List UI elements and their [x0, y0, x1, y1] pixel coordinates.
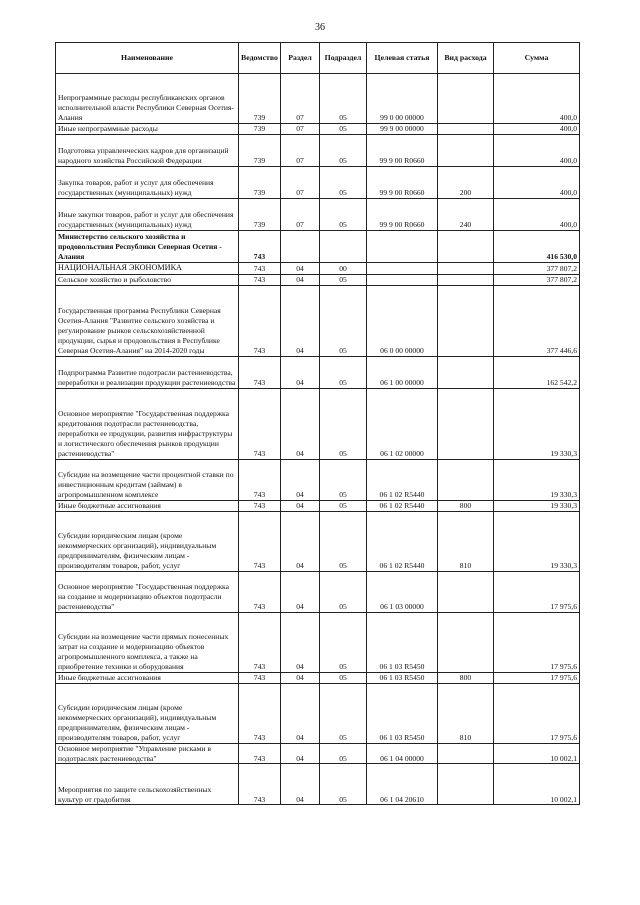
cell-razdel: 07 — [281, 199, 320, 231]
cell-vid: 810 — [438, 511, 494, 571]
cell-dept: 743 — [239, 459, 281, 500]
cell-vid — [438, 388, 494, 459]
table-row — [56, 459, 580, 500]
cell-vid — [438, 263, 494, 275]
cell-name: Мероприятия по защите сельскохозяйственных культур от градобития — [56, 764, 239, 805]
cell-name: Иные бюджетные ассигнования — [56, 672, 239, 683]
cell-dept: 743 — [239, 263, 281, 275]
cell-name: Основное мероприятие "Государственная поддержка кредитования подотрасли растениеводства, переработки ее продукции, развития инфраструктуры и логистического обеспечения рынков продукции растениеводства" — [56, 388, 239, 459]
table-row — [56, 356, 580, 388]
cell-name: Иные бюджетные ассигнования — [56, 500, 239, 511]
cell-dept: 739 — [239, 74, 281, 124]
cell-target — [367, 274, 438, 285]
table-row — [56, 388, 580, 459]
cell-sum: 400,0 — [494, 167, 580, 199]
cell-vid — [438, 135, 494, 167]
cell-name: Сельское хозяйство и рыболовство — [56, 274, 239, 285]
table-row — [56, 672, 580, 683]
cell-sum: 19 330,3 — [494, 459, 580, 500]
cell-podrazdel: 05 — [320, 167, 367, 199]
cell-name: Подпрограмма Развитие подотрасли растениеводства, переработки и реализации продукции растениеводства — [56, 356, 239, 388]
cell-razdel: 04 — [281, 274, 320, 285]
cell-target: 06 1 03 R5450 — [367, 672, 438, 683]
cell-sum: 377 807,2 — [494, 263, 580, 275]
table-row — [56, 285, 580, 356]
cell-dept: 743 — [239, 231, 281, 263]
cell-razdel: 07 — [281, 124, 320, 135]
cell-vid: 800 — [438, 672, 494, 683]
cell-sum: 19 330,3 — [494, 388, 580, 459]
cell-vid — [438, 74, 494, 124]
cell-razdel — [281, 231, 320, 263]
header-name: Наименование — [56, 43, 239, 74]
cell-podrazdel: 05 — [320, 356, 367, 388]
cell-dept: 739 — [239, 199, 281, 231]
cell-podrazdel: 05 — [320, 500, 367, 511]
cell-dept: 743 — [239, 274, 281, 285]
cell-podrazdel: 05 — [320, 74, 367, 124]
cell-sum: 17 975,6 — [494, 571, 580, 612]
cell-sum: 377 446,6 — [494, 285, 580, 356]
cell-target: 06 1 02 R5440 — [367, 459, 438, 500]
table-row — [56, 571, 580, 612]
cell-sum: 17 975,6 — [494, 683, 580, 743]
cell-target: 99 9 00 R0660 — [367, 199, 438, 231]
cell-target: 06 1 03 R5450 — [367, 683, 438, 743]
cell-vid: 240 — [438, 199, 494, 231]
table-row — [56, 274, 580, 285]
cell-target — [367, 263, 438, 275]
cell-podrazdel: 05 — [320, 764, 367, 805]
cell-dept: 743 — [239, 511, 281, 571]
table-row — [56, 511, 580, 571]
cell-podrazdel: 05 — [320, 683, 367, 743]
cell-target: 99 9 00 R0660 — [367, 135, 438, 167]
table-row — [56, 124, 580, 135]
cell-target: 06 1 02 R5440 — [367, 511, 438, 571]
cell-dept: 743 — [239, 356, 281, 388]
cell-razdel: 07 — [281, 135, 320, 167]
cell-dept: 743 — [239, 612, 281, 672]
table-row — [56, 263, 580, 275]
cell-podrazdel: 05 — [320, 459, 367, 500]
cell-name: Основное мероприятие "Управление рисками в подотраслях растениеводства" — [56, 743, 239, 764]
cell-dept: 743 — [239, 743, 281, 764]
cell-vid — [438, 612, 494, 672]
cell-target: 99 9 00 00000 — [367, 124, 438, 135]
cell-podrazdel: 05 — [320, 274, 367, 285]
cell-target: 06 1 00 00000 — [367, 356, 438, 388]
header-vid: Вид расхода — [438, 43, 494, 74]
cell-vid: 810 — [438, 683, 494, 743]
cell-razdel: 04 — [281, 285, 320, 356]
cell-vid — [438, 285, 494, 356]
table-row — [56, 683, 580, 743]
cell-vid — [438, 764, 494, 805]
cell-razdel: 07 — [281, 167, 320, 199]
header-razdel: Раздел — [281, 43, 320, 74]
cell-sum: 10 002,1 — [494, 743, 580, 764]
cell-sum: 400,0 — [494, 74, 580, 124]
cell-sum: 400,0 — [494, 124, 580, 135]
cell-razdel: 04 — [281, 764, 320, 805]
cell-sum: 10 002,1 — [494, 764, 580, 805]
cell-sum: 400,0 — [494, 135, 580, 167]
cell-razdel: 04 — [281, 743, 320, 764]
cell-name: Государственная программа Республики Северная Осетия-Алания "Развитие сельского хозяйства и регулирование рынков сельскохозяйственной продукции, сырья и продовольствия в Республике Северная Осетия-Алания" на 2014-2020 годы — [56, 285, 239, 356]
cell-podrazdel — [320, 231, 367, 263]
header-row — [56, 43, 580, 74]
cell-sum: 17 975,6 — [494, 612, 580, 672]
cell-dept: 743 — [239, 285, 281, 356]
cell-sum: 377 807,2 — [494, 274, 580, 285]
cell-sum: 416 530,0 — [494, 231, 580, 263]
cell-podrazdel: 05 — [320, 672, 367, 683]
table-row — [56, 135, 580, 167]
cell-razdel: 04 — [281, 683, 320, 743]
header-target: Целевая статья — [367, 43, 438, 74]
cell-podrazdel: 05 — [320, 571, 367, 612]
table-row — [56, 74, 580, 124]
cell-dept: 743 — [239, 571, 281, 612]
cell-name: Закупка товаров, работ и услуг для обеспечения государственных (муниципальных) нужд — [56, 167, 239, 199]
cell-vid — [438, 274, 494, 285]
page-number: 36 — [315, 22, 325, 33]
cell-dept: 743 — [239, 500, 281, 511]
cell-vid — [438, 571, 494, 612]
cell-name: Субсидии на возмещение части прямых понесенных затрат на создание и модернизацию объектов агропромышленного комплекса, а также на приобретение техники и оборудования — [56, 612, 239, 672]
cell-name: Субсидии юридическим лицам (кроме некоммерческих организаций), индивидуальным предпринимателям, физическим лицам - производителям товаров, работ, услуг — [56, 683, 239, 743]
cell-target: 06 1 02 00000 — [367, 388, 438, 459]
cell-dept: 739 — [239, 124, 281, 135]
header-dept: Ведомство — [239, 43, 281, 74]
cell-razdel: 04 — [281, 263, 320, 275]
table-row — [56, 764, 580, 805]
cell-dept: 743 — [239, 672, 281, 683]
cell-name: Подготовка управленческих кадров для организаций народного хозяйства Российской Федерации — [56, 135, 239, 167]
cell-razdel: 04 — [281, 388, 320, 459]
header-sum: Сумма — [494, 43, 580, 74]
cell-name: Иные закупки товаров, работ и услуг для обеспечения государственных (муниципальных) нужд — [56, 199, 239, 231]
cell-razdel: 04 — [281, 356, 320, 388]
cell-razdel: 04 — [281, 500, 320, 511]
cell-podrazdel: 05 — [320, 135, 367, 167]
cell-sum: 162 542,2 — [494, 356, 580, 388]
cell-vid — [438, 124, 494, 135]
cell-podrazdel: 05 — [320, 743, 367, 764]
cell-sum: 19 330,3 — [494, 500, 580, 511]
cell-dept: 743 — [239, 683, 281, 743]
cell-razdel: 07 — [281, 74, 320, 124]
budget-table — [55, 42, 580, 805]
cell-podrazdel: 05 — [320, 124, 367, 135]
cell-razdel: 04 — [281, 459, 320, 500]
table-row — [56, 612, 580, 672]
cell-target: 06 1 04 00000 — [367, 743, 438, 764]
cell-vid: 200 — [438, 167, 494, 199]
cell-name: Основное мероприятие "Государственная поддержка на создание и модернизацию объектов подотрасли растениеводства" — [56, 571, 239, 612]
cell-podrazdel: 05 — [320, 199, 367, 231]
cell-sum: 19 330,3 — [494, 511, 580, 571]
cell-podrazdel: 05 — [320, 612, 367, 672]
cell-name: Непрограммные расходы республиканских органов исполнительной власти Республики Северная Осетия-Алания — [56, 74, 239, 124]
cell-vid: 800 — [438, 500, 494, 511]
header-podrazdel: Подраздел — [320, 43, 367, 74]
cell-name: Иные непрограммные расходы — [56, 124, 239, 135]
cell-target: 06 1 03 R5450 — [367, 612, 438, 672]
cell-razdel: 04 — [281, 612, 320, 672]
cell-vid — [438, 743, 494, 764]
cell-target: 06 1 03 00000 — [367, 571, 438, 612]
cell-razdel: 04 — [281, 511, 320, 571]
cell-target: 06 1 02 R5440 — [367, 500, 438, 511]
cell-dept: 743 — [239, 764, 281, 805]
cell-sum: 17 975,6 — [494, 672, 580, 683]
cell-target: 99 0 00 00000 — [367, 74, 438, 124]
cell-vid — [438, 459, 494, 500]
table-row — [56, 231, 580, 263]
cell-name: НАЦИОНАЛЬНАЯ ЭКОНОМИКА — [56, 263, 239, 275]
table-row — [56, 500, 580, 511]
table-row — [56, 167, 580, 199]
cell-podrazdel: 05 — [320, 511, 367, 571]
cell-dept: 739 — [239, 167, 281, 199]
cell-dept: 743 — [239, 388, 281, 459]
cell-target: 06 1 04 20610 — [367, 764, 438, 805]
cell-name: Министерство сельского хозяйства и продовольствия Республики Северная Осетия - Алания — [56, 231, 239, 263]
cell-target — [367, 231, 438, 263]
cell-target: 99 9 00 R0660 — [367, 167, 438, 199]
cell-vid — [438, 356, 494, 388]
cell-podrazdel: 00 — [320, 263, 367, 275]
cell-name: Субсидии на возмещение части процентной ставки по инвестиционным кредитам (займам) в агропромышленном комплексе — [56, 459, 239, 500]
table-row — [56, 743, 580, 764]
cell-name: Субсидии юридическим лицам (кроме некоммерческих организаций), индивидуальным предпринимателям, физическим лицам - производителям товаров, работ, услуг — [56, 511, 239, 571]
cell-razdel: 04 — [281, 571, 320, 612]
table-row — [56, 199, 580, 231]
cell-sum: 400,0 — [494, 199, 580, 231]
cell-dept: 739 — [239, 135, 281, 167]
cell-razdel: 04 — [281, 672, 320, 683]
cell-podrazdel: 05 — [320, 388, 367, 459]
cell-target: 06 0 00 00000 — [367, 285, 438, 356]
cell-podrazdel: 05 — [320, 285, 367, 356]
cell-vid — [438, 231, 494, 263]
